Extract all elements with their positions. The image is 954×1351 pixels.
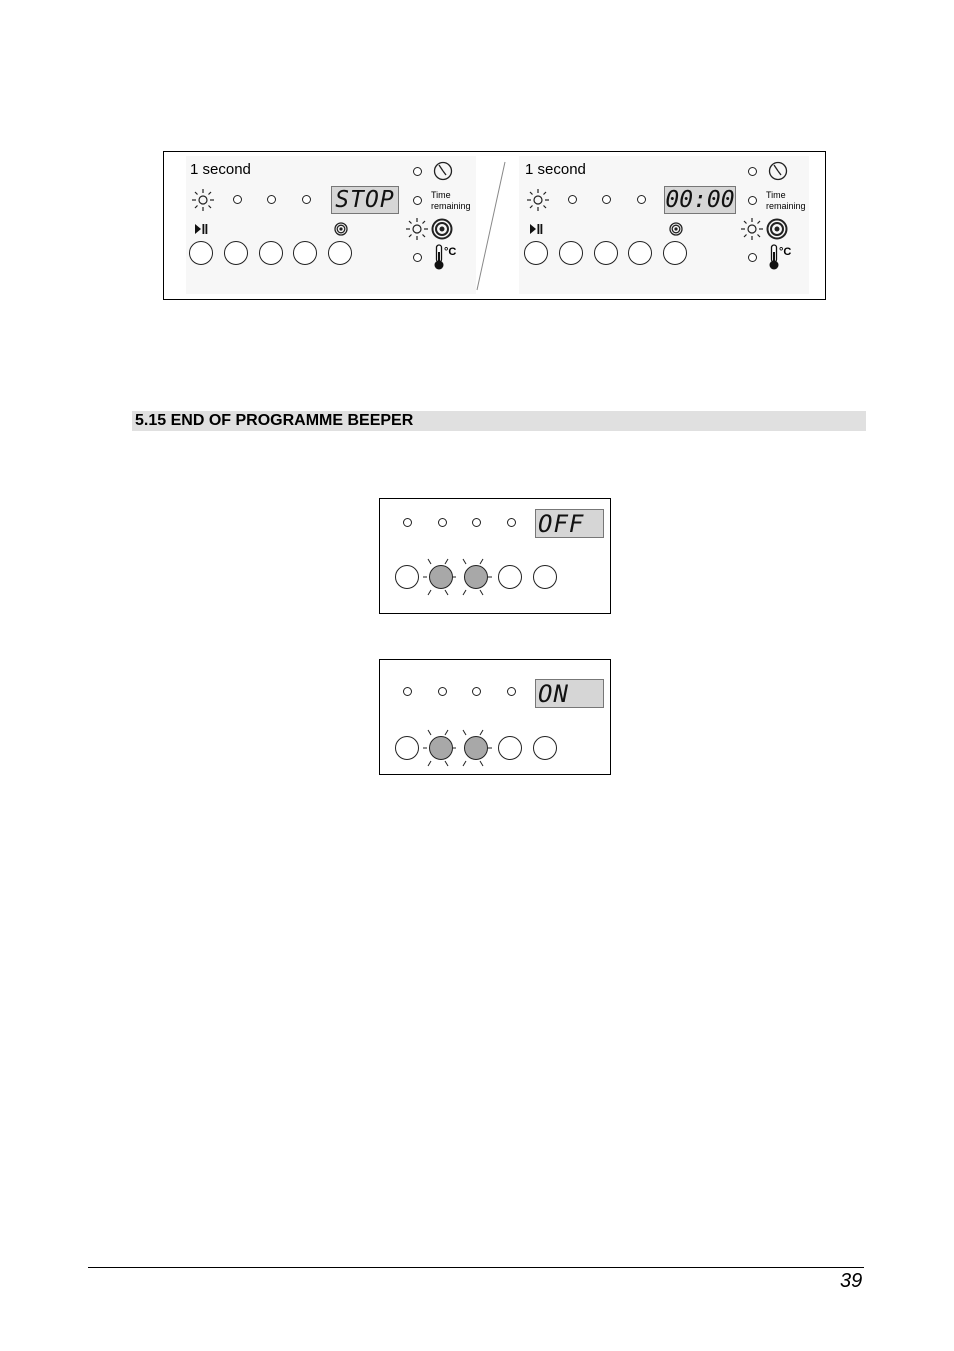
timer-icon: [433, 161, 453, 181]
timing-label-left: 1 second: [190, 161, 251, 178]
temp-unit-label: °C: [779, 246, 792, 258]
panel-divider: [469, 158, 509, 298]
control-button-2[interactable]: [429, 736, 453, 760]
lcd-display: 00:00: [665, 187, 735, 213]
control-button-1[interactable]: [524, 241, 548, 265]
page-number: 39: [840, 1270, 863, 1292]
indicator-led: [302, 195, 311, 204]
light-icon: [192, 189, 214, 211]
beeper-on-panel: [379, 659, 611, 775]
timing-label-right: 1 second: [525, 161, 586, 178]
spiral-icon: [334, 222, 348, 236]
control-button-4[interactable]: [498, 736, 522, 760]
lcd-display: ON: [535, 679, 604, 708]
control-button-5[interactable]: [533, 565, 557, 589]
indicator-led: [748, 253, 757, 262]
control-button-5[interactable]: [533, 736, 557, 760]
lcd-display: OFF: [535, 509, 604, 538]
indicator-led: [748, 167, 757, 176]
indicator-led: [472, 687, 481, 696]
indicator-led: [267, 195, 276, 204]
control-button-3[interactable]: [464, 736, 488, 760]
indicator-led: [438, 518, 447, 527]
indicator-led: [413, 196, 422, 205]
control-button-3[interactable]: [594, 241, 618, 265]
control-button-1[interactable]: [395, 736, 419, 760]
control-button-1[interactable]: [395, 565, 419, 589]
indicator-led: [507, 518, 516, 527]
indicator-led: [637, 195, 646, 204]
control-button-5[interactable]: [328, 241, 352, 265]
indicator-led: [472, 518, 481, 527]
control-button-5[interactable]: [663, 241, 687, 265]
beeper-off-panel: [379, 498, 611, 614]
temp-unit-label: °C: [444, 246, 457, 258]
time-remaining-label-line2: remaining: [431, 201, 471, 211]
lcd-display: STOP: [331, 186, 399, 214]
timer-icon: [768, 161, 788, 181]
control-button-1[interactable]: [189, 241, 213, 265]
control-button-2[interactable]: [224, 241, 248, 265]
indicator-led: [413, 167, 422, 176]
control-button-2[interactable]: [559, 241, 583, 265]
indicator-led: [568, 195, 577, 204]
control-button-3[interactable]: [464, 565, 488, 589]
indicator-led: [602, 195, 611, 204]
control-button-2[interactable]: [429, 565, 453, 589]
indicator-led: [233, 195, 242, 204]
time-remaining-label-line1: Time: [766, 190, 786, 200]
control-button-4[interactable]: [498, 565, 522, 589]
section-heading-bar: [132, 411, 866, 431]
spiral-icon: [766, 218, 788, 240]
footer-rule: [88, 1267, 864, 1268]
control-button-4[interactable]: [293, 241, 317, 265]
control-button-3[interactable]: [259, 241, 283, 265]
indicator-led: [413, 253, 422, 262]
light-icon: [741, 218, 763, 240]
play-pause-icon: [529, 222, 543, 236]
indicator-led: [403, 518, 412, 527]
indicator-led: [507, 687, 516, 696]
spiral-icon: [431, 218, 453, 240]
light-icon: [527, 189, 549, 211]
control-panel-diagram: [163, 151, 826, 300]
indicator-led: [403, 687, 412, 696]
section-title: 5.15 END OF PROGRAMME BEEPER: [135, 412, 414, 429]
indicator-led: [438, 687, 447, 696]
light-icon: [406, 218, 428, 240]
time-remaining-label-line1: Time: [431, 190, 451, 200]
control-button-4[interactable]: [628, 241, 652, 265]
spiral-icon: [669, 222, 683, 236]
indicator-led: [748, 196, 757, 205]
time-remaining-label-line2: remaining: [766, 201, 806, 211]
play-pause-icon: [194, 222, 208, 236]
